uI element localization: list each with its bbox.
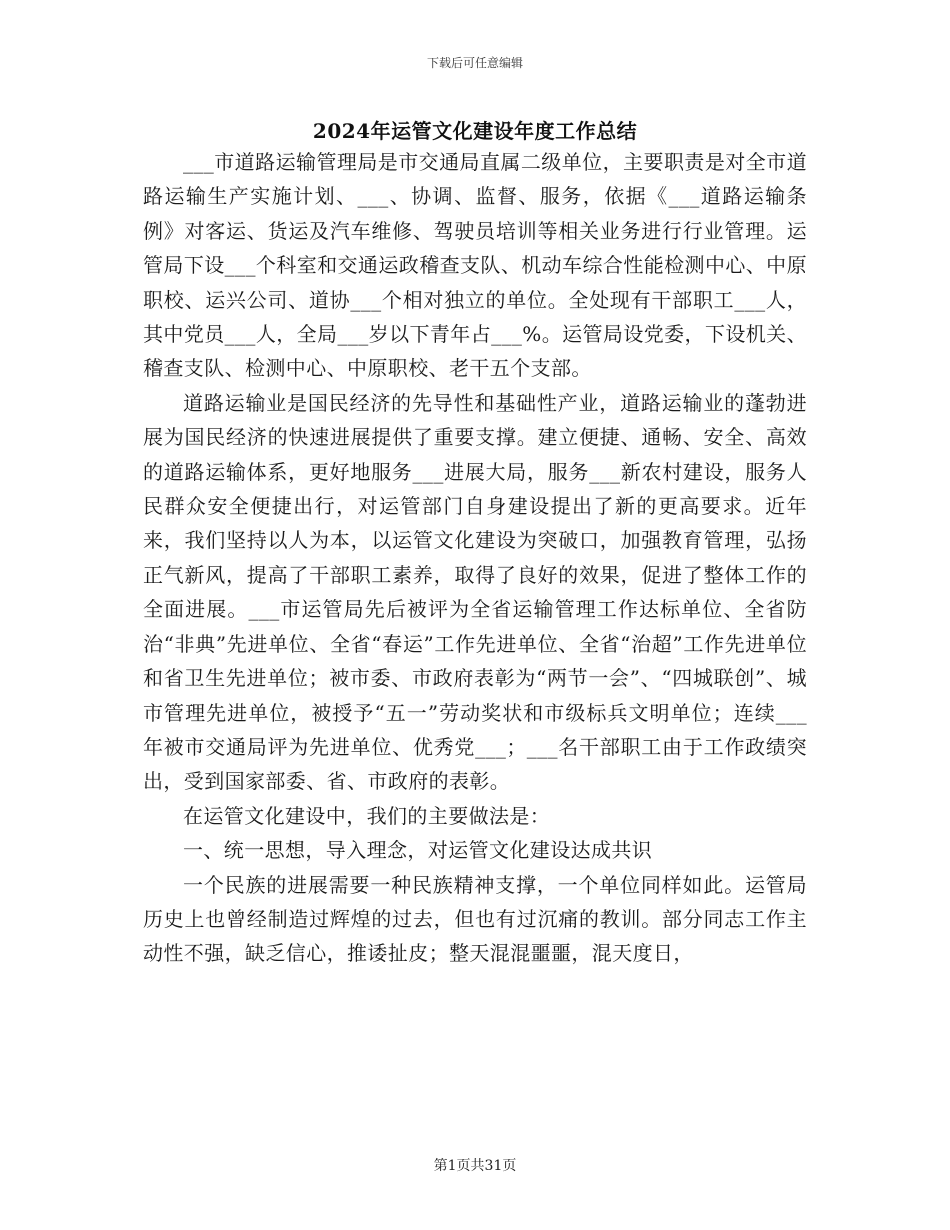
paragraph-section-1: 一个民族的进展需要一种民族精神支撑，一个单位同样如此。运管局历史上也曾经制造过辉煌的过去，但也有过沉痛的教训。部分同志工作主动性不强，缺乏信心，推诿扯皮；整天混混噩噩，混天度日， <box>143 872 807 966</box>
paragraph-industry: 道路运输业是国民经济的先导性和基础性产业，道路运输业的蓬勃进展为国民经济的快速进展提供了重要支撑。建立便捷、通畅、安全、高效的道路运输体系，更好地服务___进展大局，服务___新农村建设，服务人民群众安全便捷出行，对运管部门自身建设提出了新的更高要求。近年来，我们坚持以人为本，以运管文化建设为突破口，加强教育管理，弘扬正气新风，提高了干部职工素养，取得了良好的效果，促进了整体工作的全面进展。___市运管局先后被评为全省运输管理工作达标单位、全省防治“非典”先进单位、全省“春运”工作先进单位、全省“治超”工作先进单位和省卫生先进单位；被市委、市政府表彰为“两节一会”、“四城联创”、城市管理先进单位，被授予“五一”劳动奖状和市级标兵文明单位；连续___年被市交通局评为先进单位、优秀党___；___名干部职工由于工作政绩突出，受到国家部委、省、市政府的表彰。 <box>143 390 807 794</box>
document-body <box>143 145 807 971</box>
page-number: 第1页共31页 <box>433 1158 517 1174</box>
section-heading-1: 一、统一思想，导入理念，对运管文化建设达成共识 <box>183 838 653 863</box>
paragraph-intro: ___市道路运输管理局是市交通局直属二级单位，主要职责是对全市道路运输生产实施计划、___、协调、监督、服务，依据《___道路运输条例》对客运、货运及汽车维修、驾驶员培训等相关业务进行行业管理。运管局下设___个科室和交通运政稽查支队、机动车综合性能检测中心、中原职校、运兴公司、道协___个相对独立的单位。全处现有干部职工___人，其中党员___人，全局___岁以下青年占___%。运管局设党委，下设机关、稽查支队、检测中心、中原职校、老干五个支部。 <box>143 150 807 381</box>
paragraph-methods-lead: 在运管文化建设中，我们的主要做法是： <box>183 803 551 828</box>
document-title: 2024年运管文化建设年度工作总结 <box>312 119 638 143</box>
header-note: 下载后可任意编辑 <box>426 56 523 70</box>
